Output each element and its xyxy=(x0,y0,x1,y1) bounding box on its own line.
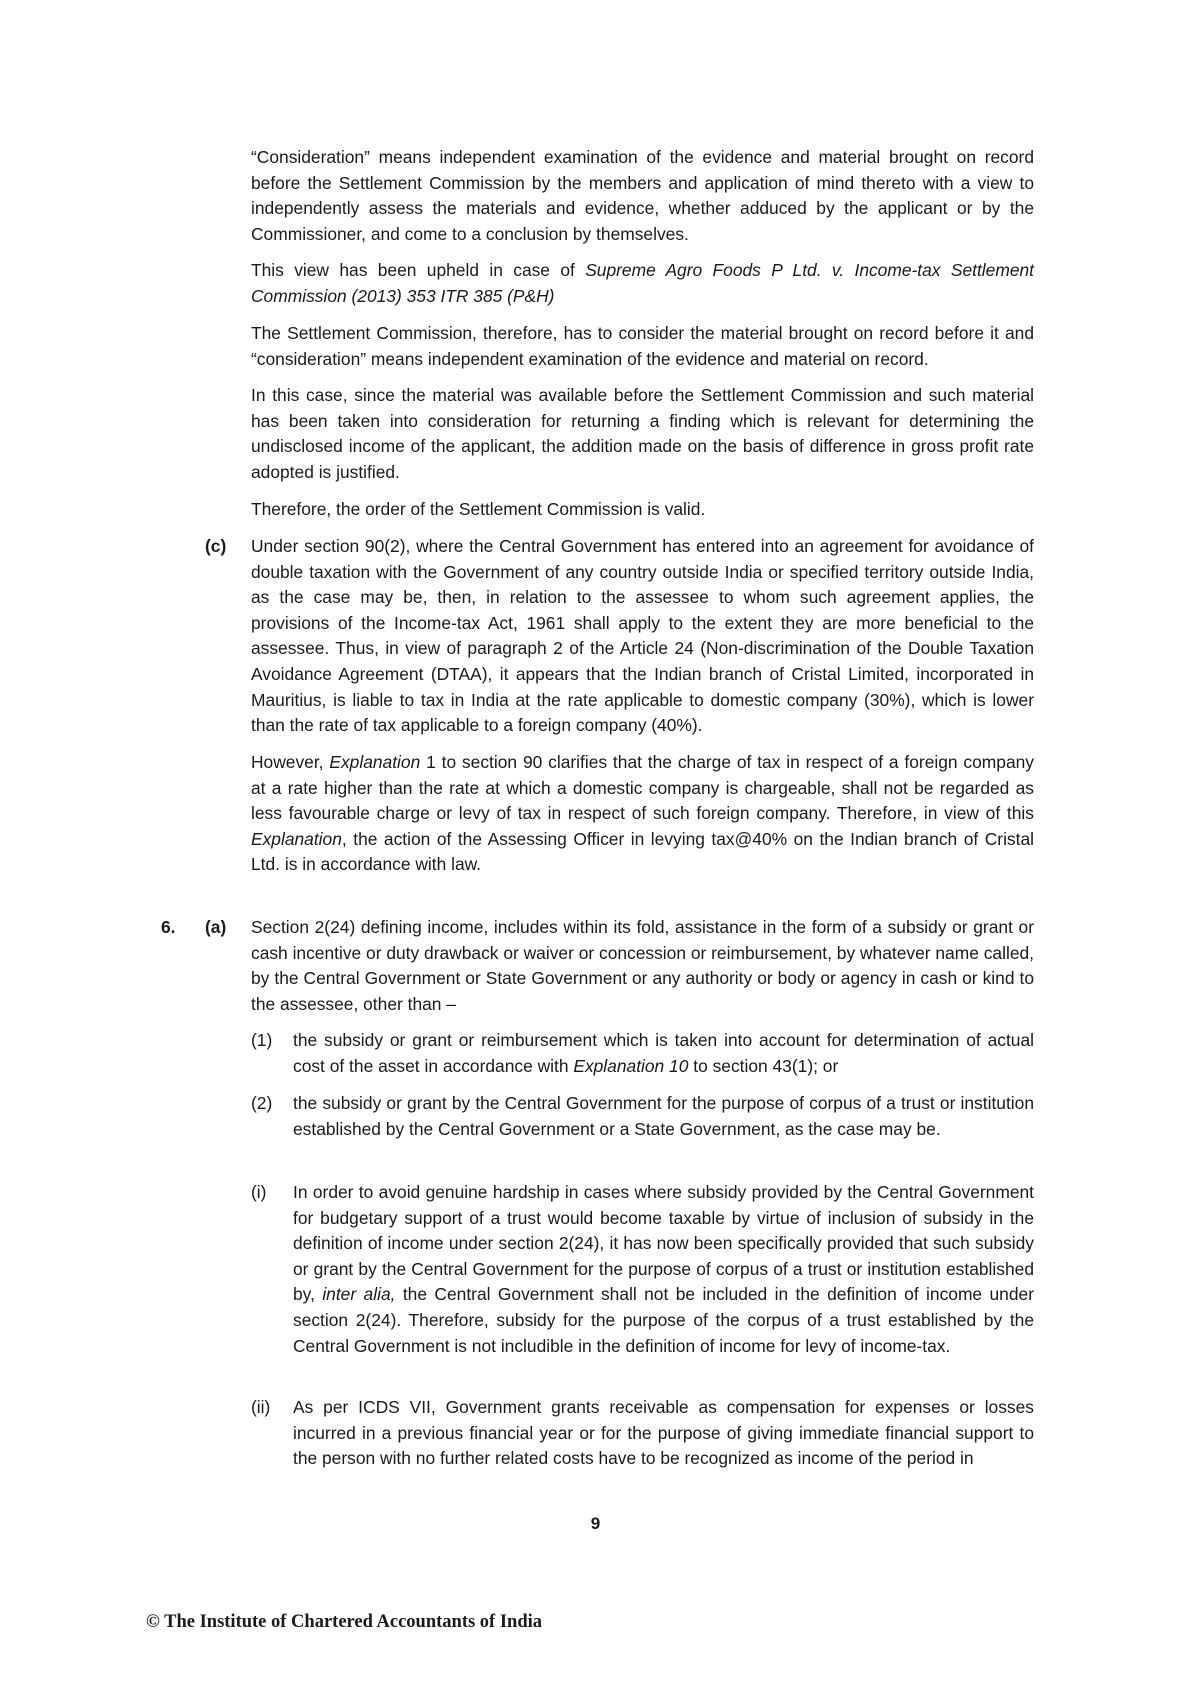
page-number: 9 xyxy=(590,1514,601,1533)
paragraph-settlement-commission: The Settlement Commission, therefore, has to consider the material brought on record before it and “consideration” means independent examination of the evidence and material on record. xyxy=(251,323,1034,369)
item-ii-text: As per ICDS VII, Government grants receivable as compensation for expenses or losses incurred in a previous financial year or for the purpose of giving immediate financial support to the person with no further related costs have to be recognized as income of the period in xyxy=(293,1397,1034,1469)
answer-a-label: (a) xyxy=(205,917,227,937)
item-i-label: (i) xyxy=(251,1182,267,1202)
case-reference-intro: This view has been upheld in case of xyxy=(251,260,586,280)
answer-c-explanation: However, Explanation 1 to section 90 clarifies that the charge of tax in respect of a foreign company at a rate higher than the rate at which a domestic company is chargeable, shall not be regarded as less favourable charge or levy of tax in respect of such foreign company. Therefore, in view of this Explanation, the action of the Assessing Officer in levying tax@40% on the Indian branch of Cristal Ltd. is in accordance with law. xyxy=(251,752,1035,875)
paragraph-material-available: In this case, since the material was available before the Settlement Commission and such material has been taken into consideration for returning a finding which is relevant for determining the undisclosed income of the applicant, the addition made on the basis of difference in gross profit rate adopted is justified. xyxy=(251,385,1034,482)
item-i-text: In order to avoid genuine hardship in cases where subsidy provided by the Central Government for budgetary support of a trust would become taxable by virtue of inclusion of subsidy in the definition of income under section 2(24), it has now been specifically provided that such subsidy or grant by the Central Government for the purpose of corpus of a trust or institution established by, inter alia, the Central Government shall not be included in the definition of income under section 2(24). Therefore, subsidy for the purpose of the corpus of a trust established by the Central Government is not includible in the definition of income for levy of income-tax. xyxy=(293,1182,1034,1356)
case-citation: Supreme Agro Foods P Ltd. v. Income-tax Settlement Commission (2013) 353 ITR 385 (P&H) xyxy=(251,260,1034,306)
paragraph-consideration-definition: “Consideration” means independent examination of the evidence and material brought on record before the Settlement Commission by the members and application of mind thereto with a view to independently assess the materials and evidence, whether adduced by the applicant or by the Commissioner, and come to a conclusion by themselves. xyxy=(251,147,1034,244)
item-2-label: (2) xyxy=(251,1093,273,1113)
item-1-text: the subsidy or grant or reimbursement which is taken into account for determination of actual cost of the asset in accordance with Explanation 10 to section 43(1); or xyxy=(293,1030,1034,1076)
item-ii-label: (ii) xyxy=(251,1397,271,1417)
answer-c-text: Under section 90(2), where the Central Government has entered into an agreement for avoidance of double taxation with the Government of any country outside India or specified territory outside India, as the case may be, then, in relation to the assessee to whom such agreement applies, the provisions of the Income-tax Act, 1961 shall apply to the extent they are more beneficial to the assessee. Thus, in view of paragraph 2 of the Article 24 (Non-discrimination of the Double Taxation Avoidance Agreement (DTAA), it appears that the Indian branch of Cristal Limited, incorporated in Mauritius, is liable to tax in India at the rate applicable to domestic company (30%), which is lower than the rate of tax applicable to a foreign company (40%). xyxy=(251,536,1034,736)
paragraph-order-valid: Therefore, the order of the Settlement Commission is valid. xyxy=(251,499,706,519)
item-1-label: (1) xyxy=(251,1030,273,1050)
copyright-footer: © The Institute of Chartered Accountants of India xyxy=(146,1612,543,1632)
answer-a-text: Section 2(24) defining income, includes within its fold, assistance in the form of a subsidy or grant or cash incentive or duty drawback or waiver or concession or reimbursement, by whatever name called, by the Central Government or State Government or any authority or body or agency in cash or kind to the assessee, other than – xyxy=(251,917,1034,1014)
answer-c-label: (c) xyxy=(205,536,227,556)
question-6-number: 6. xyxy=(161,917,176,937)
paragraph-case-reference xyxy=(251,258,1034,309)
item-2-text: the subsidy or grant by the Central Government for the purpose of corpus of a trust or institution established by the Central Government or a State Government, as the case may be. xyxy=(293,1093,1034,1139)
